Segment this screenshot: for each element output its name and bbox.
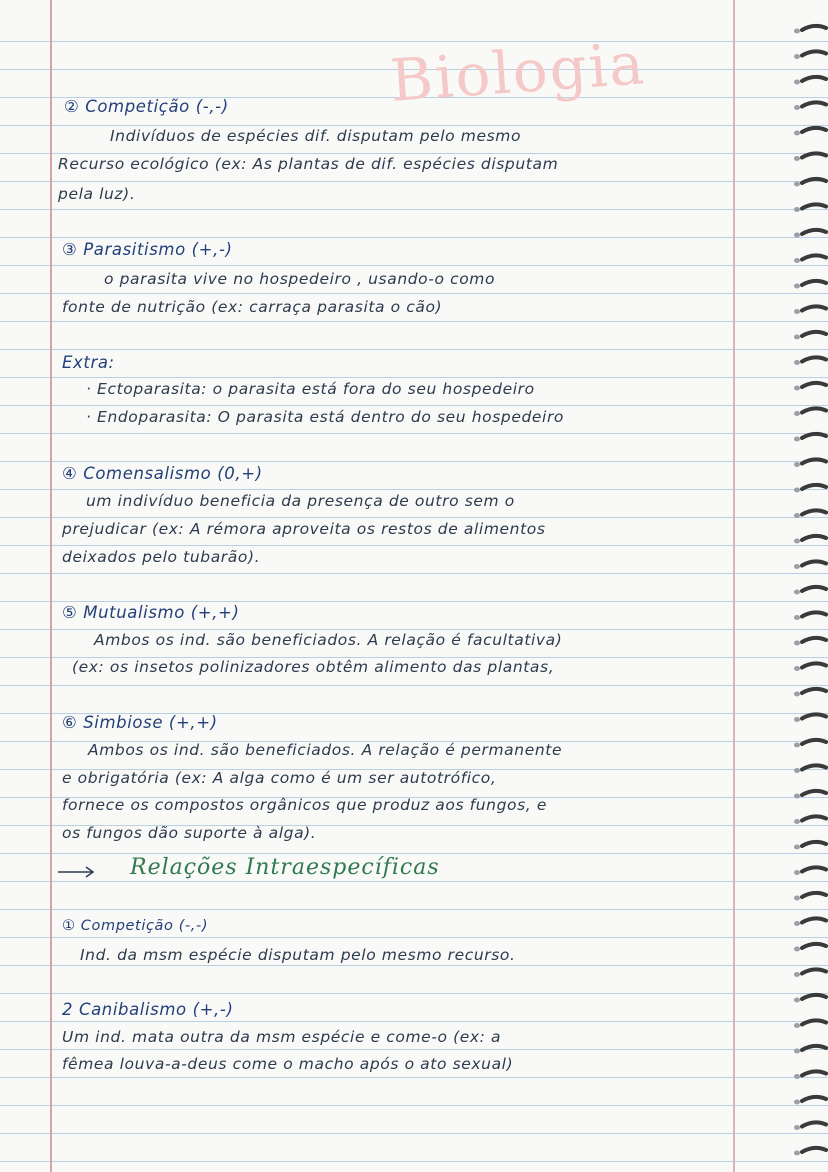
spiral-hole xyxy=(794,360,800,365)
spiral-ring xyxy=(802,893,826,897)
left-margin-line xyxy=(50,0,52,1172)
text-line: um indivíduo beneficia da presença de outro sem o xyxy=(86,492,515,510)
spiral-hole xyxy=(794,207,800,212)
spiral-ring xyxy=(802,408,826,412)
spiral-ring xyxy=(802,918,826,922)
spiral-hole xyxy=(794,615,800,620)
right-margin-line xyxy=(733,0,735,1172)
spiral-ring xyxy=(802,1020,826,1024)
heading-simbiose: ⑥ Simbiose (+,+) xyxy=(62,713,218,732)
text-line: Ind. da msm espécie disputam pelo mesmo recurso. xyxy=(80,946,516,964)
spiral-hole xyxy=(794,1049,800,1054)
spiral-hole xyxy=(794,1125,800,1130)
heading-competicao: ② Competição (-,-) xyxy=(64,97,229,116)
text-line: fêmea louva-a-deus come o macho após o ato sexual) xyxy=(62,1055,514,1073)
spiral-ring xyxy=(802,230,826,234)
text-line: Ambos os ind. são beneficiados. A relação é facultativa) xyxy=(94,631,563,649)
text-line: Recurso ecológico (ex: As plantas de dif. espécies disputam xyxy=(58,155,559,173)
spiral-hole xyxy=(794,1023,800,1028)
spiral-ring xyxy=(802,153,826,157)
spiral-hole xyxy=(794,717,800,722)
text-line: prejudicar (ex: A rémora aproveita os restos de alimentos xyxy=(62,520,546,538)
spiral-ring xyxy=(802,26,826,30)
spiral-ring xyxy=(802,561,826,565)
spiral-hole xyxy=(794,309,800,314)
spiral-ring xyxy=(802,612,826,616)
spiral-hole xyxy=(794,896,800,901)
text-line: (ex: os insetos polinizadores obtêm alimento das plantas, xyxy=(72,658,555,676)
spiral-hole xyxy=(794,972,800,977)
heading-canibalismo: 2 Canibalismo (+,-) xyxy=(62,1000,234,1019)
heading-mutualismo: ⑤ Mutualismo (+,+) xyxy=(62,603,240,622)
spiral-ring xyxy=(802,969,826,973)
heading-extra: Extra: xyxy=(62,353,115,372)
text-line: e obrigatória (ex: A alga como é um ser autotrófico, xyxy=(62,769,497,787)
page-title: Biologia xyxy=(387,29,648,115)
spiral-ring xyxy=(802,51,826,55)
spiral-ring xyxy=(802,383,826,387)
spiral-hole xyxy=(794,947,800,952)
section-title: Relações Intraespecíficas xyxy=(130,855,440,880)
text-line: Um ind. mata outra da msm espécie e come-o (ex: a xyxy=(62,1028,502,1046)
spiral-ring xyxy=(802,459,826,463)
spiral-hole xyxy=(794,105,800,110)
spiral-ring xyxy=(802,791,826,795)
spiral-hole xyxy=(794,1151,800,1156)
spiral-ring xyxy=(802,255,826,259)
text-line: os fungos dão suporte à alga). xyxy=(62,824,317,842)
spiral-ring xyxy=(802,740,826,744)
spiral-hole xyxy=(794,564,800,569)
text-line: · Endoparasita: O parasita está dentro do seu hospedeiro xyxy=(86,408,565,426)
text-line: Indivíduos de espécies dif. disputam pelo mesmo xyxy=(110,127,522,145)
spiral-ring xyxy=(802,867,826,871)
heading-competicao-intra: ① Competição (-,-) xyxy=(62,918,209,934)
spiral-ring xyxy=(802,281,826,285)
spiral-ring xyxy=(802,995,826,999)
spiral-ring xyxy=(802,357,826,361)
spiral-ring xyxy=(802,536,826,540)
spiral-hole xyxy=(794,743,800,748)
spiral-ring xyxy=(802,1071,826,1075)
spiral-hole xyxy=(794,692,800,697)
text-line: o parasita vive no hospedeiro , usando-o como xyxy=(104,270,496,288)
spiral-hole xyxy=(794,921,800,926)
spiral-ring xyxy=(802,77,826,81)
spiral-ring xyxy=(802,102,826,106)
text-line: fornece os compostos orgânicos que produz aos fungos, e xyxy=(62,796,547,814)
spiral-hole xyxy=(794,1100,800,1105)
spiral-hole xyxy=(794,131,800,136)
spiral-ring xyxy=(802,128,826,132)
spiral-ring xyxy=(802,332,826,336)
heading-parasitismo: ③ Parasitismo (+,-) xyxy=(62,240,233,259)
spiral-hole xyxy=(794,998,800,1003)
heading-comensalismo: ④ Comensalismo (0,+) xyxy=(62,464,263,483)
text-line: deixados pelo tubarão). xyxy=(62,548,261,566)
spiral-ring xyxy=(802,587,826,591)
spiral-hole xyxy=(794,870,800,875)
spiral-hole xyxy=(794,590,800,595)
spiral-ring xyxy=(802,714,826,718)
spiral-hole xyxy=(794,768,800,773)
spiral-hole xyxy=(794,666,800,671)
spiral-hole xyxy=(794,233,800,238)
spiral-hole xyxy=(794,80,800,85)
spiral-ring xyxy=(802,842,826,846)
spiral-ring xyxy=(802,638,826,642)
spiral-hole xyxy=(794,335,800,340)
spiral-ring xyxy=(802,306,826,310)
spiral-hole xyxy=(794,29,800,34)
spiral-ring xyxy=(802,1046,826,1050)
spiral-hole xyxy=(794,845,800,850)
spiral-hole xyxy=(794,284,800,289)
spiral-hole xyxy=(794,488,800,493)
text-line: fonte de nutrição (ex: carraça parasita o cão) xyxy=(62,298,443,316)
spiral-ring xyxy=(802,1097,826,1101)
spiral-ring xyxy=(802,434,826,438)
spiral-ring xyxy=(802,510,826,514)
arrow-right-icon xyxy=(56,865,96,879)
spiral-ring xyxy=(802,485,826,489)
spiral-hole xyxy=(794,258,800,263)
spiral-hole xyxy=(794,513,800,518)
spiral-hole xyxy=(794,539,800,544)
spiral-ring xyxy=(802,663,826,667)
spiral-ring xyxy=(802,1148,826,1152)
spiral-ring xyxy=(802,1122,826,1126)
spiral-binding xyxy=(788,0,828,1172)
spiral-hole xyxy=(794,1074,800,1079)
spiral-hole xyxy=(794,182,800,187)
text-line: Ambos os ind. são beneficiados. A relação é permanente xyxy=(88,741,563,759)
spiral-ring xyxy=(802,944,826,948)
text-line: · Ectoparasita: o parasita está fora do seu hospedeiro xyxy=(86,380,535,398)
text-line: pela luz). xyxy=(58,185,136,203)
spiral-hole xyxy=(794,411,800,416)
spiral-ring xyxy=(802,689,826,693)
spiral-hole xyxy=(794,437,800,442)
spiral-hole xyxy=(794,641,800,646)
spiral-ring xyxy=(802,179,826,183)
spiral-hole xyxy=(794,386,800,391)
spiral-ring xyxy=(802,816,826,820)
spiral-ring xyxy=(802,204,826,208)
spiral-hole xyxy=(794,156,800,161)
spiral-hole xyxy=(794,462,800,467)
spiral-hole xyxy=(794,794,800,799)
spiral-hole xyxy=(794,819,800,824)
spiral-ring xyxy=(802,765,826,769)
spiral-hole xyxy=(794,54,800,59)
